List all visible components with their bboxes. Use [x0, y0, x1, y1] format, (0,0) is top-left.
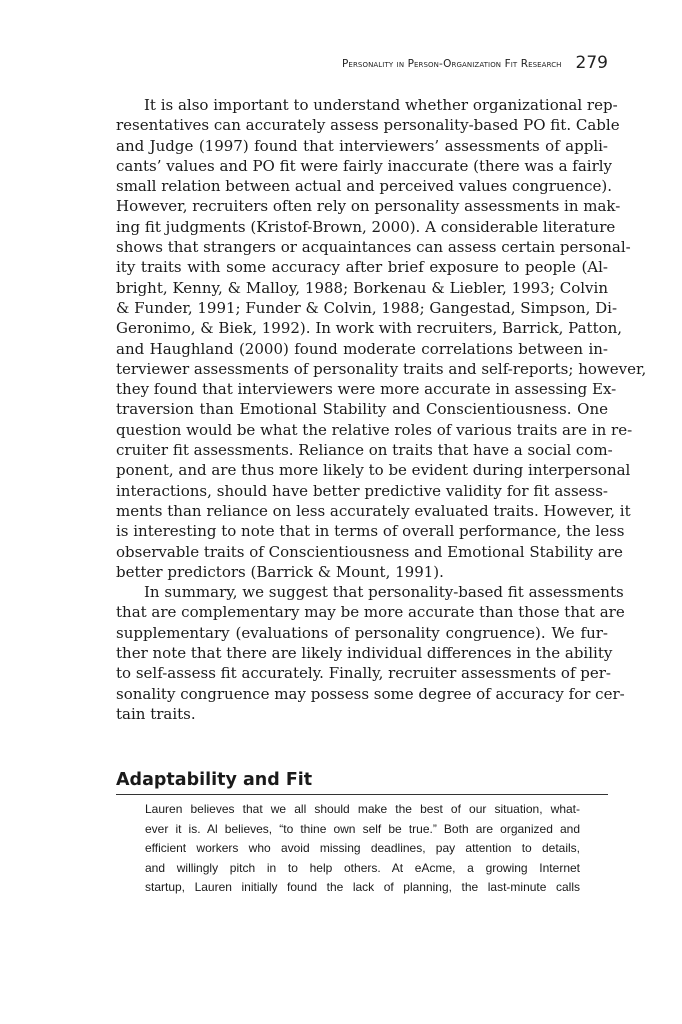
body-line: cruiter fit assessments. Reliance on traits that have a social com- [116, 441, 613, 460]
section-heading: Adaptability and Fit [116, 770, 313, 790]
body-line: observable traits of Conscientiousness and Emotional Stability are [116, 542, 623, 561]
body-line: cants’ values and PO fit were fairly inaccurate (there was a fairly [116, 156, 613, 175]
body-line: In summary, we suggest that personality-based fit assessments [144, 583, 624, 602]
example-line: ever it is. Al believes, “to thine own self be true.” Both are organized and [145, 821, 580, 836]
case-example [145, 800, 580, 898]
body-line: that are complementary may be more accurate than those that are [116, 603, 625, 622]
running-header [116, 52, 608, 72]
example-line: startup, Lauren initially found the lack of planning, the last-minute calls [145, 880, 580, 895]
body-line: sonality congruence may possess some degree of accuracy for cer- [116, 684, 625, 703]
running-title: Personality in Person-Organization Fit Research [342, 58, 562, 70]
heading-rule [116, 794, 608, 795]
body-line: ing fit judgments (Kristof-Brown, 2000). A considerable literature [116, 217, 616, 236]
body-line: It is also important to understand whether organizational rep- [144, 96, 618, 114]
example-line: and willingly pitch in to help others. At eAcme, a growing Internet [145, 860, 580, 875]
body-line: interactions, should have better predictive validity for fit assess- [116, 481, 608, 500]
body-line: resentatives can accurately assess personality-based PO fit. Cable [116, 116, 620, 135]
body-line: supplementary (evaluations of personality congruence). We fur- [116, 623, 608, 642]
body-line: & Funder, 1991; Funder & Colvin, 1988; Gangestad, Simpson, Di- [116, 298, 618, 317]
body-line: ther note that there are likely individual differences in the ability [116, 644, 613, 663]
example-line: efficient workers who avoid missing deadlines, pay attention to details, [145, 841, 580, 856]
body-paragraphs [116, 95, 647, 724]
body-line: better predictors (Barrick & Mount, 1991). [116, 562, 444, 581]
body-line: they found that interviewers were more accurate in assessing Ex- [116, 380, 617, 399]
body-line: bright, Kenny, & Malloy, 1988; Borkenau & Liebler, 1993; Colvin [116, 278, 608, 297]
body-line: However, recruiters often rely on personality assessments in mak- [116, 197, 621, 216]
body-line: to self-assess fit accurately. Finally, recruiter assessments of per- [116, 664, 611, 683]
body-line: ments than reliance on less accurately evaluated traits. However, it [116, 501, 631, 520]
body-line: Geronimo, & Biek, 1992). In work with recruiters, Barrick, Patton, [116, 319, 623, 338]
page-number: 279 [575, 53, 608, 73]
body-line: tain traits. [116, 704, 196, 723]
body-line: and Haughland (2000) found moderate correlations between in- [116, 339, 608, 358]
body-line: ity traits with some accuracy after brief exposure to people (Al- [116, 258, 608, 277]
body-line: small relation between actual and perceived values congruence). [116, 177, 612, 196]
body-line: shows that strangers or acquaintances can assess certain personal- [116, 238, 631, 257]
body-line: is interesting to note that in terms of overall performance, the less [116, 522, 625, 541]
body-line: ponent, and are thus more likely to be evident during interpersonal [116, 461, 631, 480]
body-line: traversion than Emotional Stability and Conscientiousness. One [116, 400, 608, 419]
example-line: Lauren believes that we all should make the best of our situation, what- [145, 802, 580, 816]
body-line: and Judge (1997) found that interviewers’ assessments of appli- [116, 136, 608, 155]
body-line: question would be what the relative roles of various traits are in re- [116, 420, 633, 439]
body-line: terviewer assessments of personality traits and self-reports; however, [116, 359, 647, 378]
